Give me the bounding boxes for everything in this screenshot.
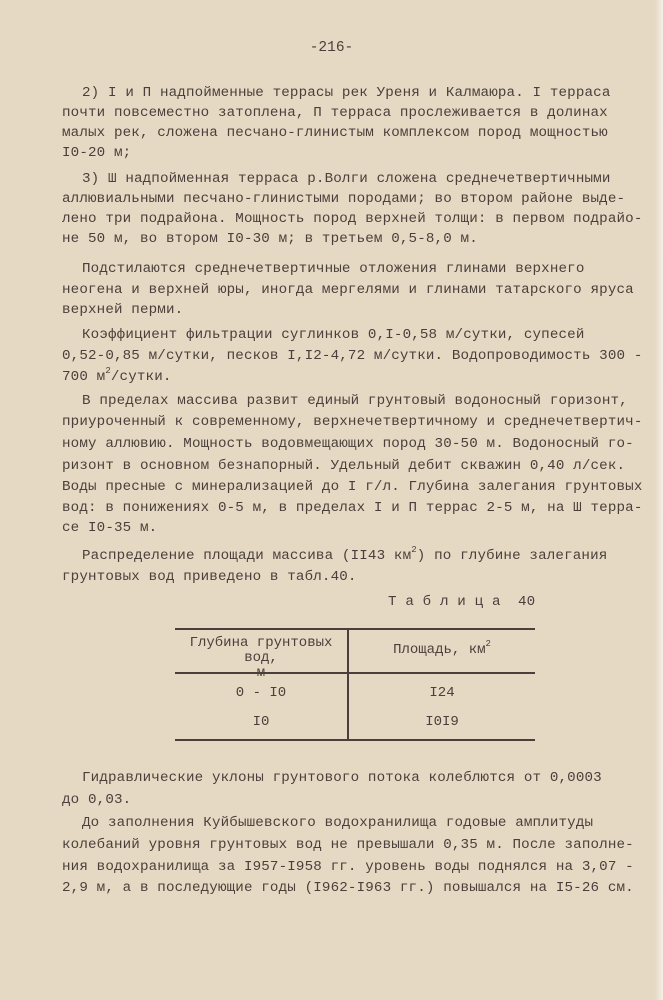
text-part: Распределение площади массива (II43 км [82, 548, 412, 564]
table-cell: I24 [429, 685, 455, 701]
text-line: 0,52-0,85 м/сутки, песков I,I2-4,72 м/сутки. Водопроводимость 300 - [62, 348, 643, 364]
superscript: 2 [411, 545, 417, 555]
text-line: До заполнения Куйбышевского водохранилища годовые амплитуды [82, 815, 594, 831]
text-line [82, 545, 608, 564]
text-line: ному аллювию. Мощность водовмещающих пород 30-50 м. Водоносный го- [62, 436, 634, 452]
table-cell: I0I9 [425, 714, 459, 730]
text-line: Воды пресные с минерализацией до I г/л. Глубина залегания грунтовых [62, 479, 643, 495]
table-cell: 0 - I0 [235, 685, 287, 701]
table-header-depth [175, 636, 347, 681]
text-part: /сутки. [110, 369, 172, 385]
text-line: верхней перми. [62, 302, 184, 318]
text-line: Гидравлические уклоны грунтового потока колеблются от 0,0003 [82, 770, 602, 786]
text-line: вод: в понижениях 0-5 м, в пределах I и П террас 2-5 м, на Ш терра- [62, 500, 643, 516]
table-caption: Т а б л и ц а 40 [388, 594, 536, 610]
text-line: грунтовых вод приведено в табл.40. [62, 569, 357, 585]
text-line: Коэффициент фильтрации суглинков 0,I-0,58 м/сутки, супесей [82, 327, 585, 343]
table-rule-bottom [175, 739, 535, 741]
text-line: не 50 м, во втором I0-30 м; в третьем 0,5-8,0 м. [62, 231, 478, 247]
text-line: В пределах массива развит единый грунтовый водоносный горизонт, [82, 393, 628, 409]
text-line: Подстилаются среднечетвертичные отложения глинами верхнего [82, 261, 585, 277]
table-rule-top [175, 628, 535, 630]
text-part: 700 м [62, 369, 106, 385]
table-cell: I0 [252, 714, 270, 730]
text-line: неогена и верхней юры, иногда мергелями и глинами татарского яруса [62, 282, 634, 298]
text-line: 2) I и П надпойменные террасы рек Уреня и Калмаюра. I терраса [82, 85, 611, 101]
text-part: ) по глубине залегания [416, 548, 608, 564]
table-header-area [349, 639, 535, 658]
text-line: до 0,03. [62, 792, 132, 808]
text-line: ризонт в основном безнапорный. Удельный дебит скважин 0,40 л/сек. [62, 458, 626, 474]
page-number: -216- [309, 40, 354, 56]
page-edge [655, 0, 663, 1000]
header-text: Площадь, км [393, 642, 486, 658]
text-line: 2,9 м, а в последующие годы (I962-I963 гг.) повышался на I5-26 см. [62, 880, 634, 896]
text-line: почти повсеместно затоплена, П терраса прослеживается в долинах [62, 105, 608, 121]
superscript: 2 [485, 639, 491, 649]
text-line: I0-20 м; [62, 145, 132, 161]
header-text: Глубина грунтовых вод, [189, 635, 333, 666]
text-line: се I0-35 м. [62, 520, 158, 536]
text-line: ния водохранилища за I957-I958 гг. уровень воды поднялся на 3,07 - [62, 859, 634, 875]
superscript: 2 [105, 366, 111, 376]
header-unit: м [256, 665, 266, 681]
text-line: 3) Ш надпойменная терраса р.Волги сложена среднечетвертичными [82, 171, 611, 187]
text-line: лено три подрайона. Мощность пород верхней толщи: в первом подрайо- [62, 211, 643, 227]
text-line [62, 366, 172, 385]
text-line: малых рек, сложена песчано-глинистым комплексом пород мощностью [62, 125, 608, 141]
text-line: аллювиальными песчано-глинистыми породами; во втором районе выде- [62, 191, 626, 207]
text-line: приуроченный к современному, верхнечетвертичному и среднечетвертич- [62, 414, 643, 430]
text-line: колебаний уровня грунтовых вод не превышали 0,35 м. После заполне- [62, 837, 634, 853]
